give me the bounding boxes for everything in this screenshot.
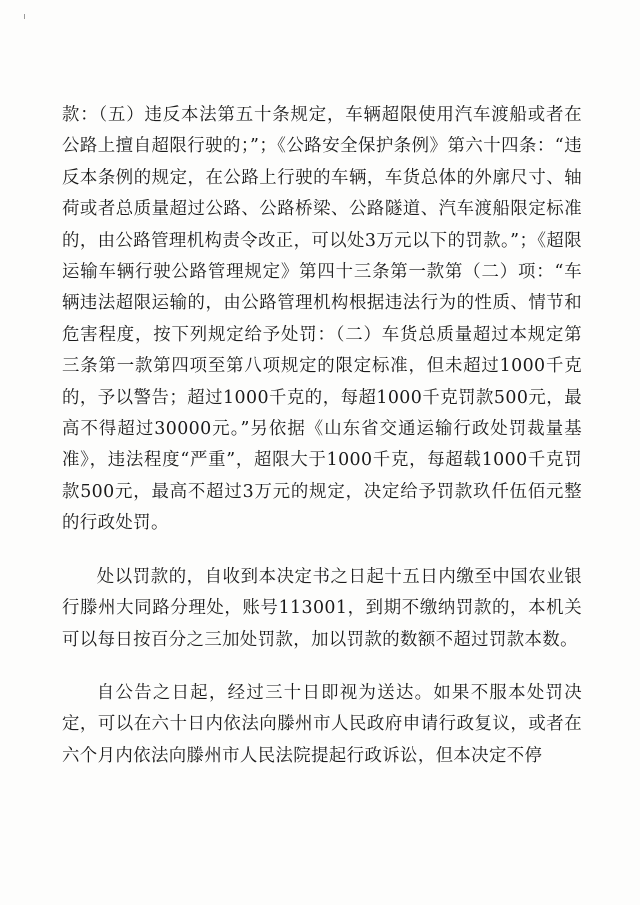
- paragraph-legal-basis: 款：（五）违反本法第五十条规定，车辆超限使用汽车渡船或者在公路上擅自超限行驶的；”；《公路安全保护条例》第六十四条：“违反本条例的规定，在公路上行驶的车辆，车货总体的外廓尺寸、轴荷或者总质量超过公路、公路桥梁、公路隧道、汽车渡船限定标准的，由公路管理机构责令改正，可以处3万元以下的罚款。”；《超限运输车辆行驶公路管理规定》第四十三条第一款第（二）项：“车辆违法超限运输的，由公路管理机构根据违法行为的性质、情节和危害程度，按下列规定给予处罚：（二）车货总质量超过本规定第三条第一款第四项至第八项规定的限定标准，但未超过1000千克的，予以警告；超过1000千克的，每超1000千克罚款500元，最高不得超过30000元。”另依据《山东省交通运输行政处罚裁量基准》，违法程度“严重”，超限大于1000千克，每超载1000千克罚款500元，最高不超过3万元的规定，决定给予罚款玖仟伍佰元整的行政处罚。: [62, 105, 582, 534]
- paragraph-spacer: [62, 540, 582, 562]
- paragraph-spacer: [62, 656, 582, 678]
- paragraph-appeal: 自公告之日起，经过三十日即视为送达。如果不服本处罚决定，可以在六十日内依法向滕州市人民政府申请行政复议，或者在六个月内依法向滕州市人民法院提起行政诉讼，但本决定不停: [62, 682, 582, 766]
- paragraph-payment: 处以罚款的，自收到本决定书之日起十五日内缴至中国农业银行滕州大同路分理处，账号113001，到期不缴纳罚款的，本机关可以每日按百分之三加处罚款，加以罚款的数额不超过罚款本数。: [62, 566, 582, 650]
- scan-mark: [24, 14, 25, 19]
- document-body: [62, 100, 582, 772]
